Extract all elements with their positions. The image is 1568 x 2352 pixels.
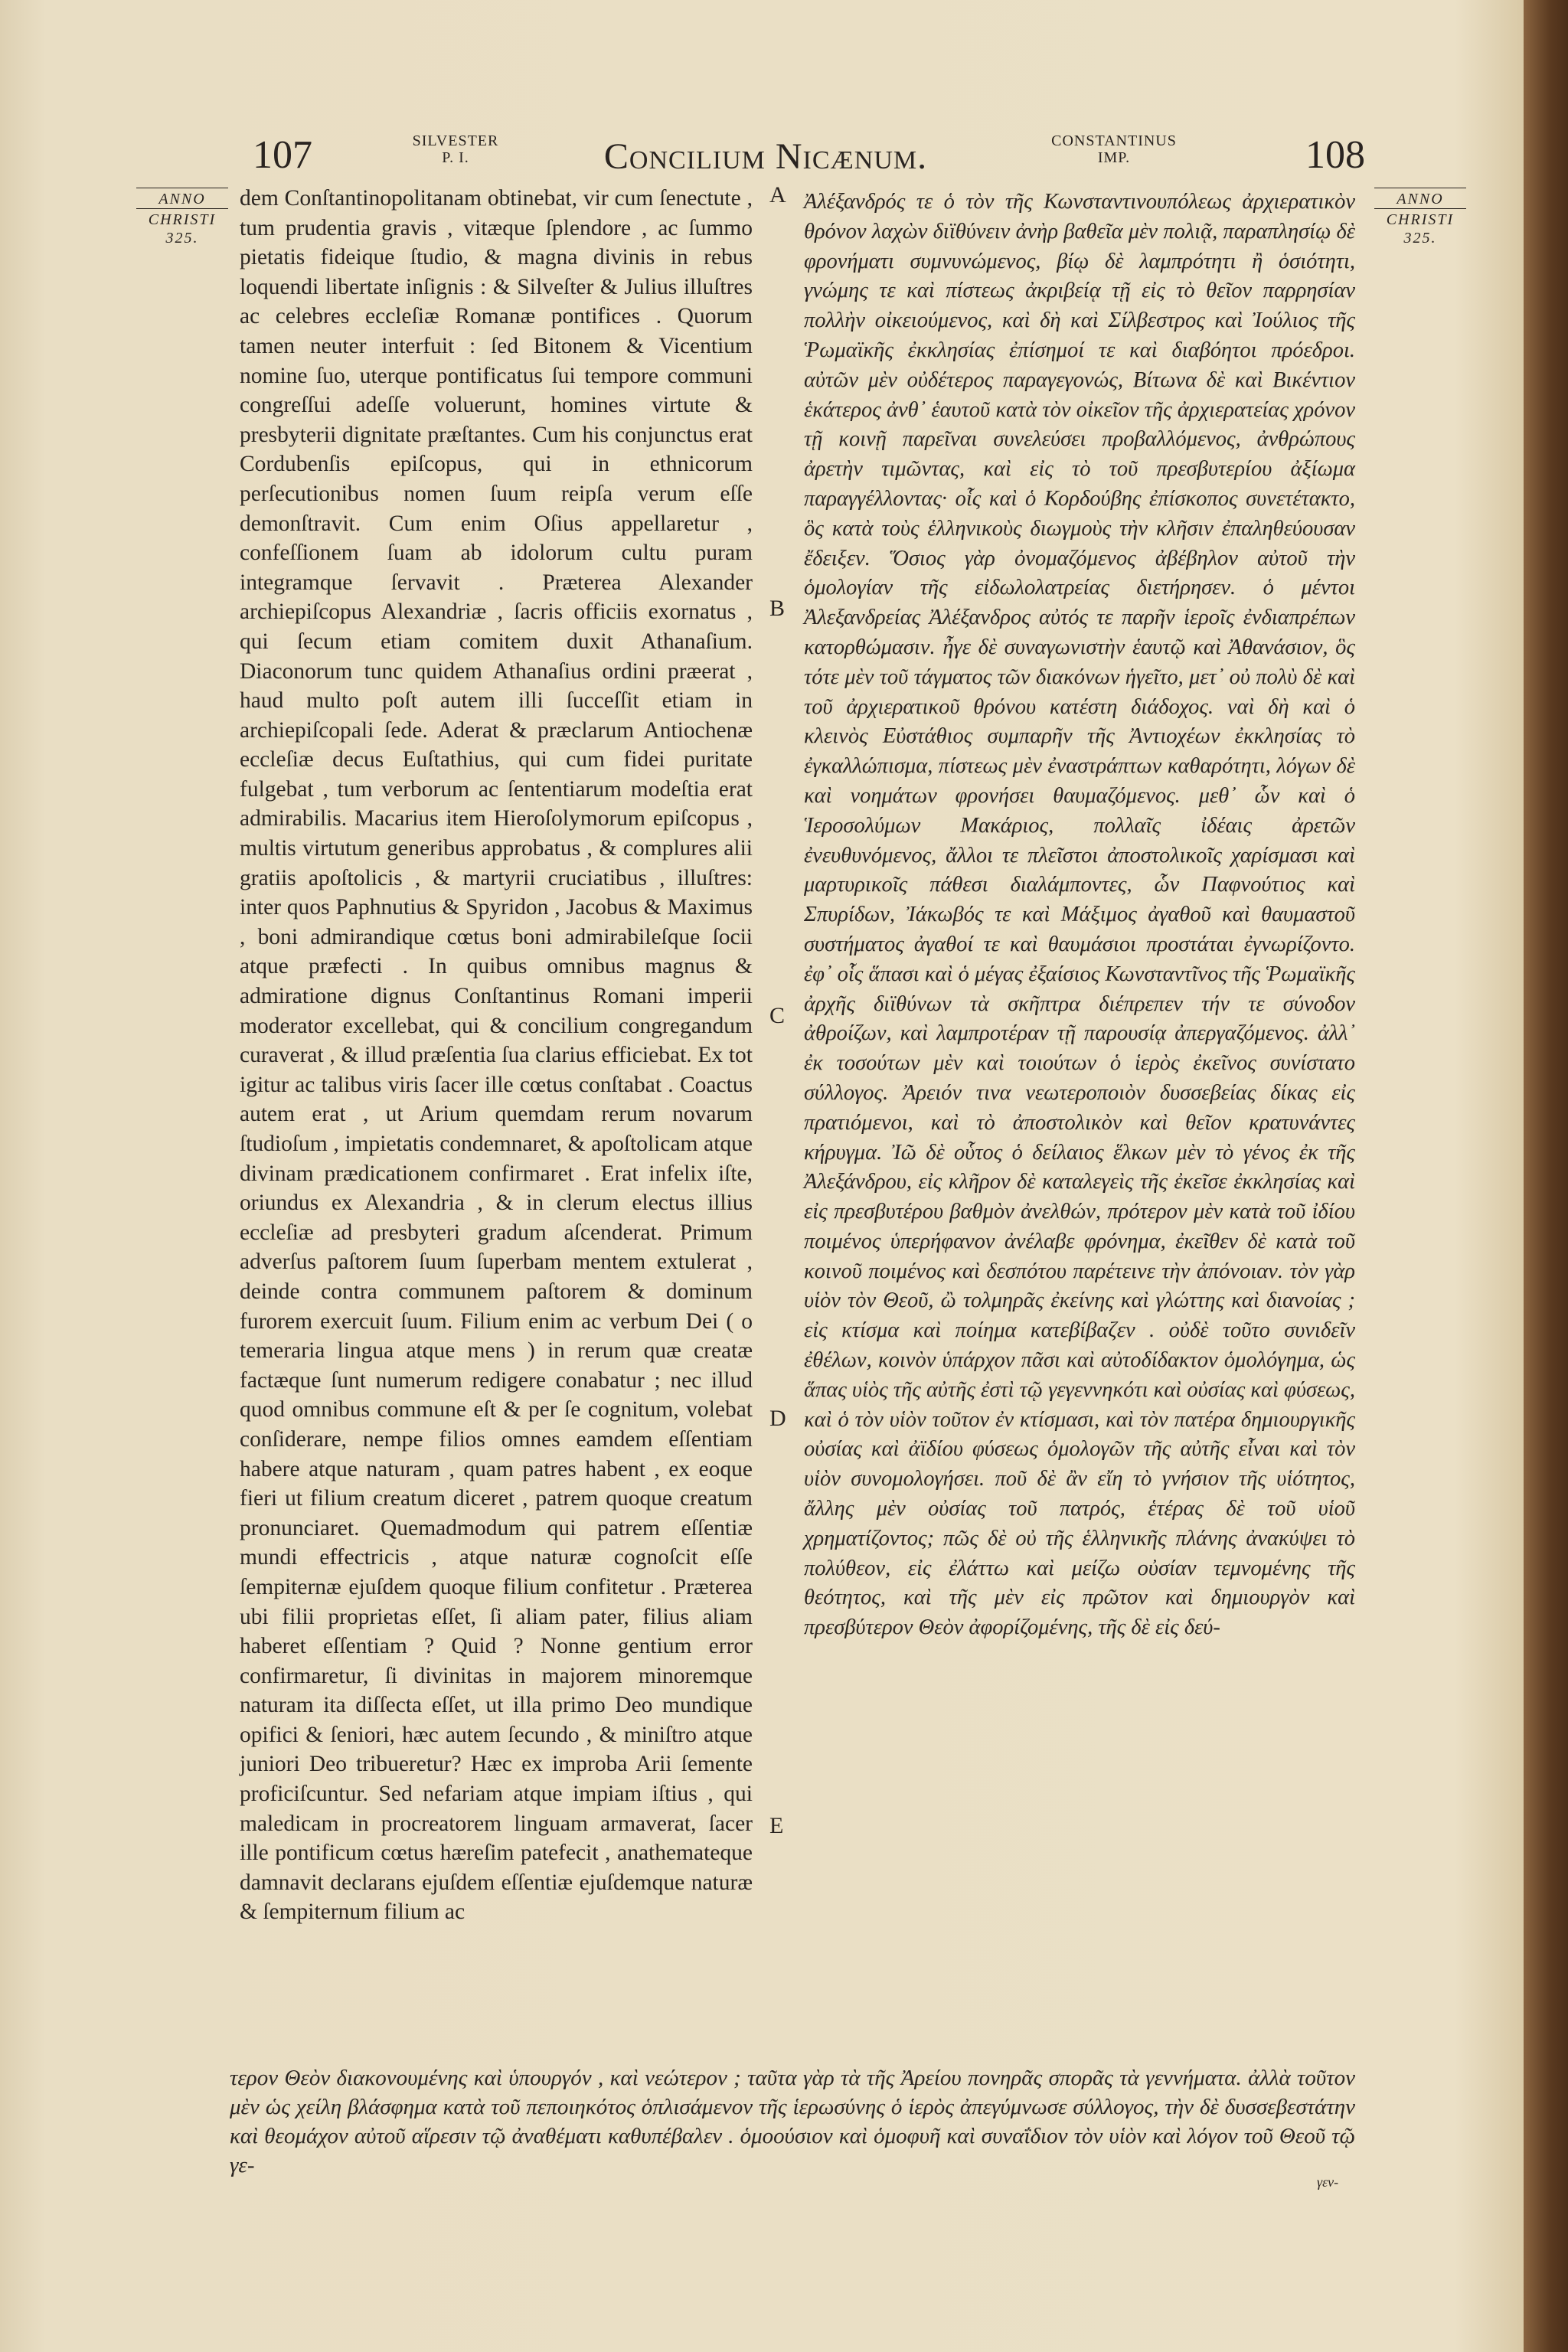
left-margin-year-note (129, 188, 236, 247)
section-marker-d: D (769, 1406, 786, 1431)
running-header (0, 126, 1524, 195)
section-marker-c: C (769, 1003, 786, 1028)
left-margin-line-3: 325. (165, 230, 199, 247)
right-running-head: CONSTANTINUS IMP. (1051, 132, 1177, 166)
right-margin-line-2: CHRISTI (1386, 211, 1455, 228)
section-marker-e: E (769, 1813, 784, 1838)
catchword: γεν- (1317, 2174, 1339, 2190)
left-margin-line-1: ANNO (158, 191, 206, 207)
section-marker-a: A (769, 182, 786, 207)
left-running-head: SILVESTER P. I. (412, 132, 499, 166)
left-margin-line-2: CHRISTI (148, 211, 217, 228)
greek-column (804, 188, 1355, 1643)
book-edge (1524, 0, 1568, 2352)
left-page-number: 107 (253, 133, 312, 177)
latin-paragraph: dem Conſtantinopolitanam obtinebat, vir cum ſenectute , tum prudentia gravis , vitæque ſplendore , ac ſummo pietatis fideique ſtudio, & magna divinis in rebus loquendi libertate inſignis : & Silveſter & Julius illuſtres ac celebres eccleſiæ Romanæ pontifices . Quorum tamen neuter interfuit : ſed Bitonem & Vicentium nomine ſuo, uterque pontificatus ſui tempore communi congreſſui adeſſe voluerunt, homines virtute & presbyterii dignitate præſtantes. Cum his conjunctus erat Cordubenſis epiſcopus, qui in ethnicorum perſecutionibus nomen ſuum reipſa verum eſſe demonſtravit. Cum enim Oſius appellaretur , confeſſionem ſuam ab idolorum cultu puram integramque ſervavit . Præterea Alexander archiepiſcopus Alexandriæ , ſacris officiis exornatus , qui ſecum etiam comitem duxit Athanaſium. Diaconorum tunc quidem Athanaſius ordini præerat , haud multo poſt autem illi ſucceſſit etiam in archiepiſcopali ſede. Aderat & præclarum Antiochenæ eccleſiæ decus Euſtathius, qui cum fidei puritate fulgebat , tum verborum ac ſententiarum modeſtia erat admirabilis. Macarius item Hieroſolymorum epiſcopus , multis virtutum generibus approbatus , & complures alii gratiis apoſtolicis , & martyrii cruciatibus , illuſtres: inter quos Paphnutius & Spyridon , Jacobus & Maximus , boni admirandique cœtus boni admirabileſque ſocii atque præfecti . In quibus omnibus magnus & admiratione dignus Conſtantinus Romani imperii moderator excellebat, qui & concilium congregandum curaverat , & illud præſentia ſua clarius efficiebat. Ex tot igitur ac talibus viris ſacer ille cœtus conſtabat . Coactus autem erat , ut Arium quemdam rerum novarum ſtudioſum , impietatis condemnaret, & apoſtolicam atque divinam prædicationem confirmaret . Erat infelix iſte, oriundus ex Alexandria , & in clerum electus illius eccleſiæ ad presbyteri gradum aſcenderat. Primum adverſus paſtorem ſuum ſuperbam mentem extulerat , deinde contra communem paſtorem & dominum furorem exercuit ſuum. Filium enim ac verbum Dei ( o temeraria lingua atque mens ) in rerum quæ creatæ factæque ſunt numerum redigere conabatur ; nec illud quod omnibus commune eſt & per ſe cognitum, volebat conſiderare, nempe filios omnes eamdem eſſentiam habere atque naturam , quam patres habent , ex eoque fieri ut filium creatum diceret , patrem quoque creatum pronunciaret. Quemadmodum qui patrem eſſentiæ mundi effectricis , atque naturæ cognoſcit eſſe ſempiternæ ejuſdem quoque filium confitetur . Præterea ubi filii proprietas eſſet, ſi aliam pater, filius aliam haberet eſſentiam ? Quid ? Nonne gentium error confirmaretur, ſi divinitas in majorem minoremque naturam ita diſſecta eſſet, ut illa primo Deo mundique opifici & ſeniori, hæc autem ſecundo , & miniſtro atque juniori Deo tribueretur? Hæc ex improba Arii ſemente proficiſcuntur. Sed nefariam atque impiam iſtius , qui maledicam in procreatorem linguam armaverat, ſacer ille pontificum cœtus hæreſim patefecit , anathemateque damnavit declarans ejuſdem eſſentiæ ejuſdemque naturæ & ſempiternum filium ac (240, 186, 753, 1925)
right-page-number: 108 (1305, 133, 1365, 177)
greek-continuation (230, 2063, 1355, 2180)
greek-continuation-text: τερον Θεὸν διακονουμένης καὶ ὑπουργόν , καὶ νεώτερον ; ταῦτα γὰρ τὰ τῆς Ἀρείου πονηρᾶς σπορᾶς τὰ γεννήματα. ἀλλὰ τοῦτον μὲν ὡς χείλη βλάσφημα κατὰ τοῦ πεποιηκότος ὁπλισάμενον τῆς ἱερωσύνης ὁ ἱερὸς ἀπεγύμνωσε σύλλογος, τὴν δὲ δυσσεβεστάτην καὶ θεομάχον αὐτοῦ αἵρεσιν τῷ ἀναθέματι καθυπέβαλεν . ὁμοούσιον καὶ ὁμοφυῆ καὶ συναΐδιον τὸν υἱὸν καὶ λόγον τοῦ Θεοῦ τῷ γε- (230, 2066, 1355, 2177)
right-margin-line-1: ANNO (1396, 191, 1444, 207)
right-margin-line-3: 325. (1403, 230, 1437, 247)
right-margin-year-note (1367, 188, 1474, 247)
greek-paragraph: Ἀλέξανδρός τε ὁ τὸν τῆς Κωνσταντινουπόλεως ἀρχιερατικὸν θρόνον λαχὼν διϊθύνειν ἀνὴρ βαθεῖα μὲν πολιᾷ, παραπλησίῳ δὲ φρονήματι συμνυνώμενος, βίῳ δὲ λαμπρότητι ἢ ὁσιότητι, γνώμης τε καὶ πίστεως ἀκριβείᾳ τῇ εἰς τὸ θεῖον παρρησίαν πολλὴν οἰκειούμενος, καὶ δὴ καὶ Σίλβεστρος καὶ Ἰούλιος τῆς Ῥωμαϊκῆς ἐκκλησίας ἐπίσημοί τε καὶ διαβόητοι πρόεδροι. αὐτῶν μὲν οὐδέτερος παραγεγονώς, Βίτωνα δὲ καὶ Βικέντιον ἑκάτερος ἀνθ᾽ ἑαυτοῦ κατὰ τὸν οἰκεῖον τῆς ἀρχιερατείας χρόνον τῇ κοινῇ παρεῖναι συνελεύσει προβαλλόμενος, ἀνθρώπους ἀρετὴν τιμῶντας, καὶ εἰς τὸ τοῦ πρεσβυτερίου ἀξίωμα παραγγέλλοντας· οἷς καὶ ὁ Κορδούβης ἐπίσκοπος συνετέτακτο, ὃς κατὰ τοὺς ἑλληνικοὺς διωγμοὺς τὴν κλῆσιν ἐπαληθεύουσαν ἔδειξεν. Ὅσιος γὰρ ὀνομαζόμενος ἀβέβηλον αὐτοῦ τὴν ὁμολογίαν τῆς εἰδωλολατρείας διετήρησεν. ὁ μέντοι Ἀλεξανδρείας Ἀλέξανδρος αὐτός τε παρῆν ἱεροῖς ἐνδιαπρέπων κατορθώμασιν. ἦγε δὲ συναγωνιστὴν ἑαυτῷ καὶ Ἀθανάσιον, ὃς τότε μὲν τοῦ τάγματος τῶν διακόνων ἡγεῖτο, μετ᾽ οὐ πολὺ δὲ καὶ τοῦ ἀρχιερατικοῦ θρόνου κατέστη διάδοχος. ναὶ δὴ καὶ ὁ κλεινὸς Εὐστάθιος συμπαρῆν τῆς Ἀντιοχέων ἐκκλησίας τὸ ἐγκαλλώπισμα, πίστεως μὲν ἐναστράπτων καθαρότητι, λόγων δὲ καὶ νοημάτων φρονήσει θαυμαζόμενος. μεθ᾽ ὧν καὶ ὁ Ἱεροσολύμων Μακάριος, πολλαῖς ἰδέαις ἀρετῶν ἐνευθυνόμενος, ἄλλοι τε πλεῖστοι ἀποστολικοῖς χαρίσμασι καὶ μαρτυρικοῖς πάθεσι διαλάμποντες, ὧν Παφνούτιος καὶ Σπυρίδων, Ἰάκωβός τε καὶ Μάξιμος ἀγαθοῦ καὶ θαυμαστοῦ συστήματος ἀγαθοί τε καὶ θαυμάσιοι προστάται ἐγνωρίζοντο. ἐφ᾽ οἷς ἅπασι καὶ ὁ μέγας ἐξαίσιος Κωνσταντῖνος τῆς Ῥωμαϊκῆς ἀρχῆς διϊθύνων τὰ σκῆπτρα διέπρεπεν τήν τε σύνοδον ἀθροίζων, καὶ λαμπροτέραν τῇ παρουσίᾳ ἀπεργαζόμενος. ἀλλ᾽ ἐκ τοσούτων μὲν καὶ τοιούτων ὁ ἱερὸς ἐκεῖνος συνίστατο σύλλογος. Ἀρειόν τινα νεωτεροποιὸν δυσσεβείας δίκας εἰς πρατιόμενοι, καὶ τὸ ἀποστολικὸν καὶ θεῖον κρατυνάντες κήρυγμα. Ἰῶ δὲ οὗτος ὁ δείλαιος ἕλκων μὲν τὸ γένος ἐκ τῆς Ἀλεξάνδρου, εἰς κλῆρον δὲ καταλεγεὶς τῆς ἐκεῖσε ἐκκλησίας καὶ εἰς πρεσβυτέρου βαθμὸν ἀνελθών, πρότερον μὲν κατὰ τοῦ ἰδίου ποιμένος ὑπερήφανον ἀνέλαβε φρόνημα, ἐκεῖθεν δὲ κατὰ τοῦ κοινοῦ ποιμένος καὶ δεσπότου παρέτεινε τὴν ἀπόνοιαν. τὸν γὰρ υἱὸν τὸν Θεοῦ, ὢ τολμηρᾶς ἐκείνης καὶ γλώττης καὶ διανοίας ; εἰς κτίσμα καὶ ποίημα κατεβίβαζεν . οὐδὲ τοῦτο συνιδεῖν ἐθέλων, κοινὸν ὑπάρχον πᾶσι καὶ αὐτοδίδακτον ὁμολόγημα, ὡς ἅπας υἱὸς τῆς αὐτῆς ἐστὶ τῷ γεγεννηκότι καὶ οὐσίας καὶ φύσεως, καὶ ὁ τὸν υἱὸν τοῦτον ἐν κτίσμασι, καὶ τὸν πατέρα δημιουργικῆς οὐσίας καὶ ἀϊδίου φύσεως ὁμολογῶν τῆς αὐτῆς εἶναι καὶ τὸν υἱὸν συνομολογήσει. ποῦ δὲ ἂν εἴη τὸ γνήσιον τῆς υἱότητος, ἄλλης μὲν οὐσίας τοῦ πατρός, ἑτέρας δὲ τοῦ υἱοῦ χρηματίζοντος; πῶς δὲ οὐ τῆς ἑλληνικῆς πλάνης ἀνακύψει τὸ πολύθεον, εἰς ἐλάττω καὶ μείζω οὐσίαν τεμνομένης τῆς θεότητος, καὶ τῆς μὲν εἰς πρῶτον καὶ δημιουργὸν καὶ πρεσβύτερον Θεὸν ἀφορίζομένης, τῆς δὲ εἰς δεύ- (804, 190, 1355, 1640)
latin-column (240, 184, 753, 1927)
section-marker-b: B (769, 596, 786, 621)
page-title: Concilium Nicænum. (603, 136, 928, 177)
